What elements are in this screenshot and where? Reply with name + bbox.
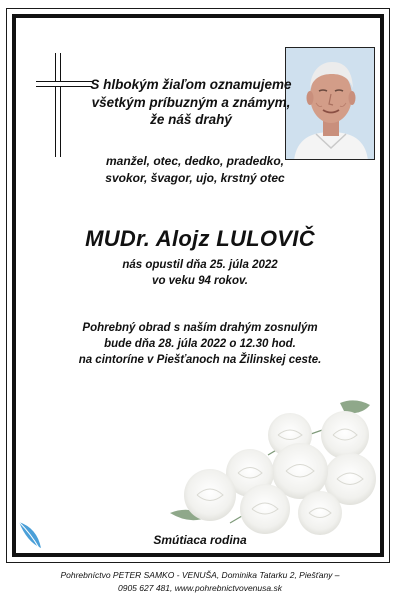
intro-line-1: S hlbokým žiaľom oznamujeme [90,77,292,92]
mourners-signature: Smútiaca rodina [153,533,247,547]
funeral-line-2: bude dňa 28. júla 2022 o 12.30 hod. [104,338,296,350]
funeral-line-1: Pohrebný obrad s naším drahým zosnulým [82,322,318,334]
feather-logo-icon [15,518,45,552]
death-details [80,258,320,289]
death-date: nás opustil dňa 25. júla 2022 [122,259,278,271]
funeral-details [50,320,350,368]
death-age: vo veku 94 rokov. [152,274,248,287]
footer-line-1: Pohrebníctvo PETER SAMKO - VENUŠA, Dominika Tatarku 2, Piešťany – [60,570,340,580]
intro-line-3: že náš drahý [150,112,232,127]
funeral-home-footer [10,569,390,594]
funeral-line-3: na cintoríne v Piešťanoch na Žilinskej ceste. [78,354,322,366]
cross-icon [36,53,92,157]
deceased-name: MUDr. Alojz LULOVIČ [85,226,315,251]
relatives-line-2: svokor, švagor, ujo, krstný otec [105,171,285,185]
footer-line-2: 0905 627 481, www.pohrebnictvovenusa.sk [118,582,282,593]
deceased-photo [285,47,375,160]
announcement-intro [86,76,296,129]
family-relations [60,153,330,187]
relatives-line-1: manžel, otec, dedko, pradedko, [105,154,285,168]
intro-line-2: všetkým príbuzným a známym, [91,94,291,110]
white-roses-image [150,395,385,535]
